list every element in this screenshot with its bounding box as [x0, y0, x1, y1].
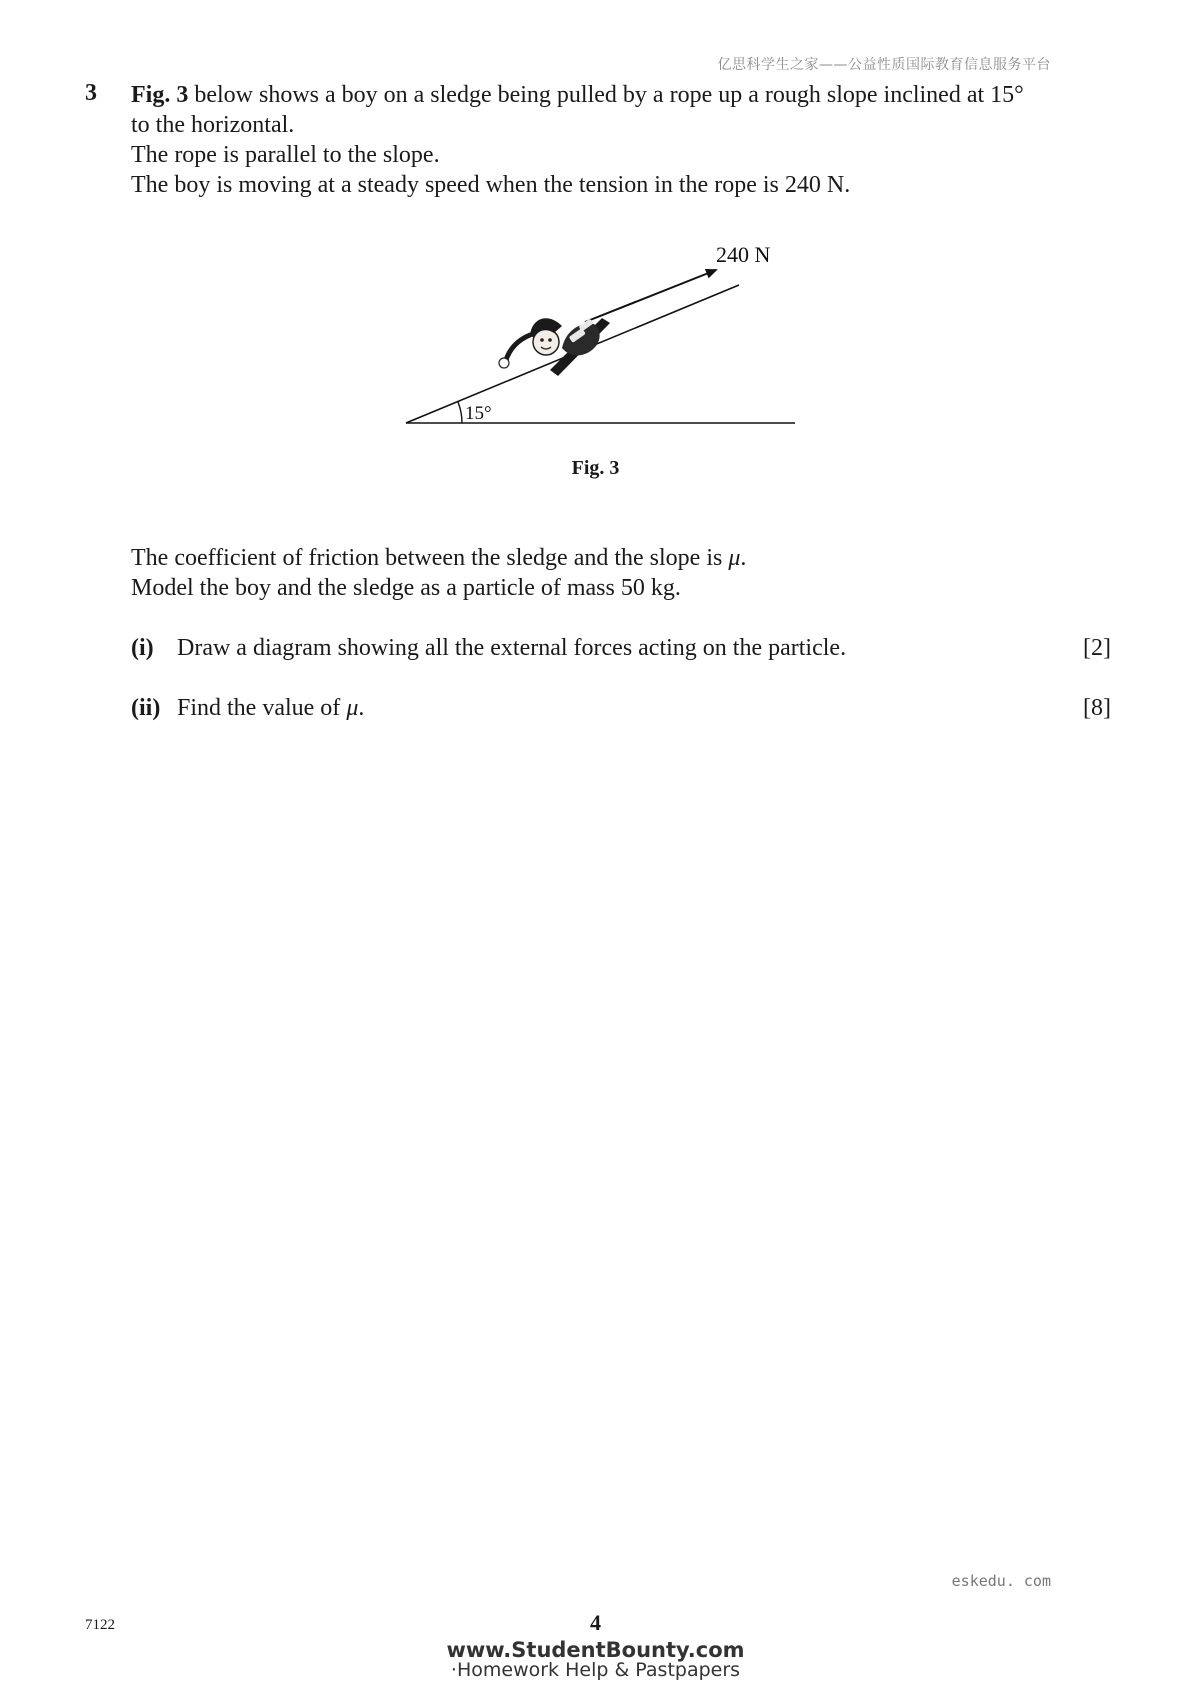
question-line-3: The rope is parallel to the slope. [131, 142, 440, 168]
mu-symbol: μ [728, 545, 741, 571]
watermark-header: 亿思科学生之家——公益性质国际教育信息服务平台 [717, 57, 1051, 73]
question-number: 3 [85, 80, 97, 106]
angle-label: 15° [465, 403, 492, 424]
part-i [131, 633, 1111, 663]
question-line-1 [131, 80, 1111, 110]
question-text [131, 80, 1111, 200]
friction-line: The coefficient of friction between the sledge and the slope is μ. [131, 545, 747, 571]
mu-symbol: μ [346, 695, 359, 721]
mass-line: Model the boy and the sledge as a particle of mass 50 kg. [131, 575, 681, 601]
part-label: (i) [131, 635, 154, 661]
boy-on-sledge-image [499, 318, 610, 376]
footer-watermark: eskedu. com [951, 1572, 1051, 1590]
page-number: 4 [590, 1610, 601, 1635]
angle-arc [458, 402, 462, 423]
logo-line-2: ·Homework Help & Pastpapers [450, 1659, 741, 1681]
figure-caption: Fig. 3 [571, 457, 620, 479]
part-marks: [2] [1083, 635, 1111, 661]
model-text [131, 543, 1111, 603]
question-line-4: The boy is moving at a steady speed when the tension in the rope is 240 N. [131, 172, 851, 198]
question-intro: below shows a boy on a sledge being pulled by a rope up a rough slope inclined at 15° [188, 82, 1024, 108]
part-ii [131, 693, 1111, 723]
question-line-2: to the horizontal. [131, 112, 295, 138]
logo-line-1: www.StudentBounty.com [446, 1638, 745, 1662]
fig-reference: Fig. 3 [131, 82, 189, 108]
slope-diagram [380, 230, 840, 490]
part-text: Draw a diagram showing all the external forces acting on the particle. [177, 635, 847, 661]
force-label: 240 N [716, 242, 771, 267]
slope-figure [380, 230, 840, 490]
part-text: Find the value of μ. [177, 695, 365, 721]
paper-code: 7122 [85, 1617, 115, 1633]
studentbounty-logo [0, 1640, 1191, 1680]
part-label: (ii) [131, 695, 161, 721]
part-marks: [8] [1083, 695, 1111, 721]
rope-arrow [585, 270, 716, 322]
